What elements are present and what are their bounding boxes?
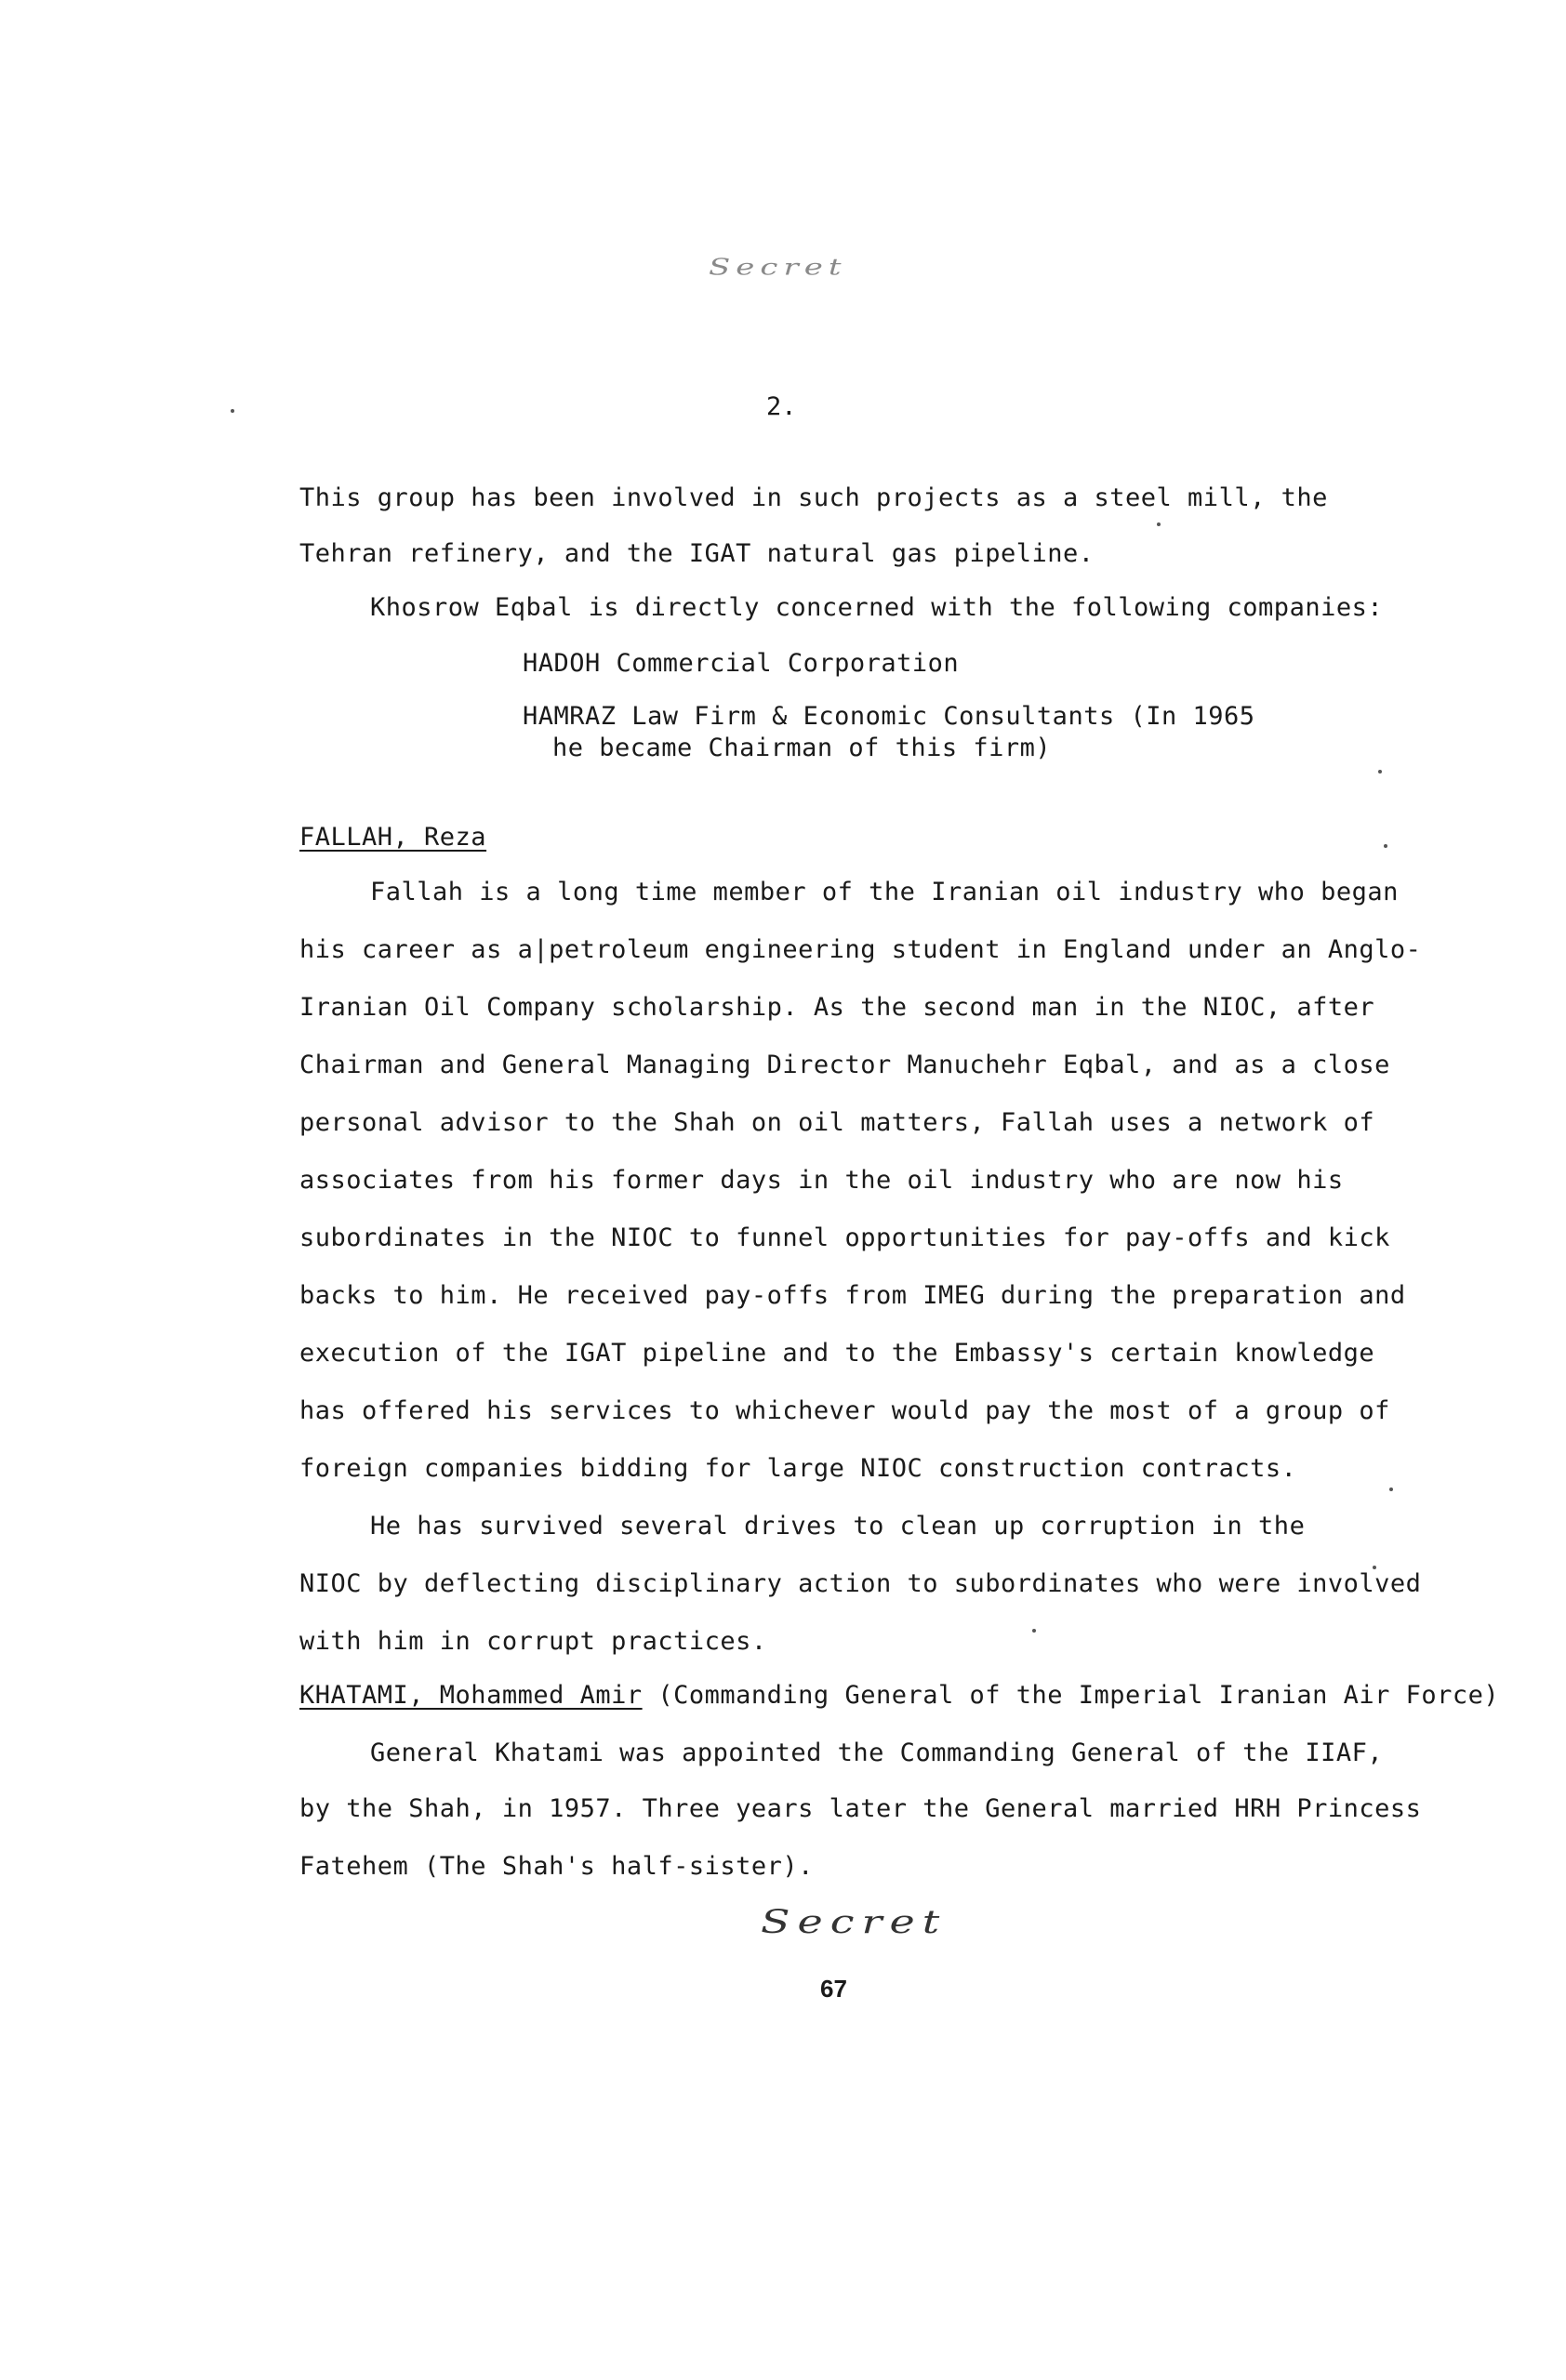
fallah-line-11: foreign companies bidding for large NIOC construction contracts. (299, 1454, 1297, 1483)
scan-speck (231, 409, 234, 413)
scan-speck (1389, 1488, 1393, 1491)
fallah-heading: FALLAH, Reza (299, 823, 487, 852)
intro-line-2: Tehran refinery, and the IGAT natural gas pipeline. (299, 539, 1095, 568)
khatami-heading: KHATAMI, Mohammed Amir (299, 1681, 643, 1710)
company-hamraz-note: he became Chairman of this firm) (552, 734, 1052, 762)
fallah-line-3: Iranian Oil Company scholarship. As the second man in the NIOC, after (299, 993, 1375, 1022)
fallah-line-8: backs to him. He received pay-offs from IMEG during the preparation and (299, 1281, 1406, 1310)
khatami-line-3: Fatehem (The Shah's half-sister). (299, 1852, 814, 1881)
scan-speck (1373, 1566, 1376, 1569)
fallah-line-6: associates from his former days in the oil industry who are now his (299, 1166, 1344, 1195)
fallah-para2-line-3: with him in corrupt practices. (299, 1627, 767, 1656)
fallah-line-2: his career as a|petroleum engineering student in England under an Anglo- (299, 935, 1422, 964)
fallah-para2-line-2: NIOC by deflecting disciplinary action to subordinates who were involved (299, 1569, 1422, 1598)
intro-line-1: This group has been involved in such projects as a steel mill, the (299, 483, 1328, 512)
scan-speck (1378, 770, 1382, 774)
company-hadoh: HADOH Commercial Corporation (523, 649, 960, 678)
classification-mark-bottom: Secret (761, 1902, 948, 1941)
company-hamraz: HAMRAZ Law Firm & Economic Consultants (In 1965 (523, 702, 1255, 731)
khatami-title: (Commanding General of the Imperial Iranian Air Force) (642, 1681, 1500, 1710)
scan-speck (1384, 844, 1387, 848)
classification-mark-top: Secret (709, 255, 847, 281)
khatami-line-2: by the Shah, in 1957. Three years later the General married HRH Princess (299, 1794, 1422, 1823)
intro-line-3: Khosrow Eqbal is directly concerned with the following companies: (370, 593, 1384, 622)
khatami-heading-line (299, 1681, 1499, 1710)
fallah-line-7: subordinates in the NIOC to funnel opportunities for pay-offs and kick (299, 1223, 1390, 1252)
scan-speck (1157, 522, 1161, 526)
fallah-line-5: personal advisor to the Shah on oil matters, Fallah uses a network of (299, 1108, 1375, 1137)
page-number: 2. (766, 392, 797, 421)
fallah-line-10: has offered his services to whichever would pay the most of a group of (299, 1396, 1390, 1425)
khatami-line-1: General Khatami was appointed the Commanding General of the IIAF, (370, 1739, 1384, 1767)
scan-speck (1032, 1629, 1036, 1633)
fallah-line-4: Chairman and General Managing Director Manuchehr Eqbal, and as a close (299, 1051, 1390, 1079)
fallah-line-9: execution of the IGAT pipeline and to the Embassy's certain knowledge (299, 1339, 1375, 1368)
fallah-line-1: Fallah is a long time member of the Iranian oil industry who began (370, 878, 1399, 906)
fallah-para2-line-1: He has survived several drives to clean up corruption in the (370, 1512, 1306, 1540)
folio-number: 67 (820, 1975, 847, 2003)
